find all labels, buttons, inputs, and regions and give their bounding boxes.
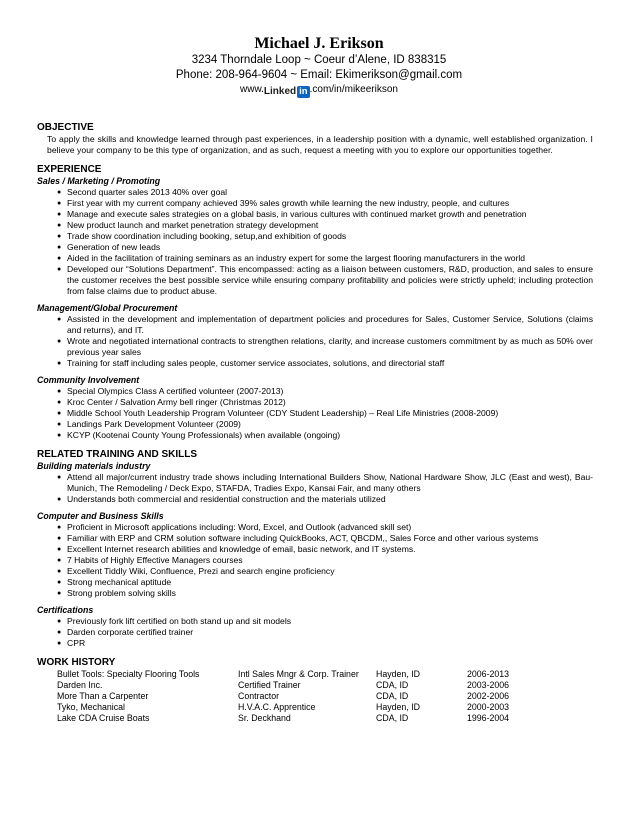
- candidate-name: Michael J. Erikson: [254, 35, 384, 52]
- certifications-heading: Certifications: [37, 605, 94, 615]
- list-item: ● CPR: [57, 638, 593, 649]
- list-item: ● Training for staff including sales people, customer service associates, solutions, and directorial staff: [57, 358, 593, 369]
- building-heading: Building materials industry: [37, 461, 151, 471]
- list-item: ● Strong mechanical aptitude: [57, 577, 593, 588]
- url-prefix: www.: [240, 84, 264, 95]
- building-list: [37, 472, 593, 505]
- years-cell: 2003-2006: [467, 680, 510, 690]
- work-history-table: [57, 669, 527, 724]
- position-cell: Intl Sales Mngr & Corp. Trainer: [238, 669, 359, 679]
- computer-heading: Computer and Business Skills: [37, 511, 164, 521]
- years-cell: 2002-2006: [467, 691, 510, 701]
- list-item: ● Excellent Internet research abilities and knowledge of email, basic network, and IT systems.: [57, 544, 593, 555]
- resume-body: [37, 122, 593, 724]
- location-cell: CDA, ID: [376, 691, 409, 701]
- location-cell: CDA, ID: [376, 713, 409, 723]
- training-title: RELATED TRAINING AND SKILLS: [37, 449, 197, 460]
- list-item: ● Assisted in the development and implementation of department policies and procedures for Sales, Customer Service, Solutions (claims and returns), and IT.: [57, 314, 593, 336]
- position-cell: Certified Trainer: [238, 680, 301, 690]
- list-item: ● Landings Park Development Volunteer (2009): [57, 419, 593, 430]
- list-item: ● Second quarter sales 2013 40% over goal: [57, 187, 593, 198]
- list-item: ● Attend all major/current industry trade shows including International Builders Show, National Hardware Show, JLC (East and west), Bau-Munich, The Remodeling / Deck Expo, STAFDA, Tradies Expo, Kansai Fair, and many others: [57, 472, 593, 494]
- sales-list: [37, 187, 593, 297]
- years-cell: 2000-2003: [467, 702, 510, 712]
- list-item: ● Aided in the facilitation of training seminars as an industry expert for some the largest flooring manufacturers in the world: [57, 253, 593, 264]
- list-item: ● 7 Habits of Highly Effective Managers courses: [57, 555, 593, 566]
- linkedin-url[interactable]: [0, 83, 638, 98]
- list-item: ● Excellent Tiddly Wiki, Confluence, Prezi and search engine proficiency: [57, 566, 593, 577]
- contact-line: Phone: 208-964-9604 ~ Email: Ekimerikson@gmail.com: [175, 69, 463, 81]
- employer-cell: More Than a Carpenter: [57, 691, 149, 701]
- location-cell: Hayden, ID: [376, 669, 421, 679]
- management-list: [37, 314, 593, 369]
- position-cell: H.V.A.C. Apprentice: [238, 702, 316, 712]
- position-cell: Contractor: [238, 691, 280, 701]
- resume-header: [0, 34, 638, 98]
- objective-title: OBJECTIVE: [37, 122, 94, 133]
- list-item: ● Trade show coordination including booking, setup,and exhibition of goods: [57, 231, 593, 242]
- computer-list: [37, 522, 593, 599]
- location-cell: CDA, ID: [376, 680, 409, 690]
- employer-cell: Lake CDA Cruise Boats: [57, 713, 150, 723]
- employer-cell: Bullet Tools: Specialty Flooring Tools: [57, 669, 200, 679]
- linkedin-logo-icon: [264, 86, 310, 98]
- list-item: ● Proficient in Microsoft applications including: Word, Excel, and Outlook (advanced skill set): [57, 522, 593, 533]
- table-row: [57, 702, 527, 713]
- employer-cell: Darden Inc.: [57, 680, 103, 690]
- community-heading: Community Involvement: [37, 375, 140, 385]
- list-item: ● New product launch and market penetration strategy development: [57, 220, 593, 231]
- employer-cell: Tyko, Mechanical: [57, 702, 125, 712]
- list-item: ● Wrote and negotiated international contracts to strengthen relations, clarity, and increase customers commitment by as much as 50% over previous year sales: [57, 336, 593, 358]
- list-item: ● Manage and execute sales strategies on a global basis, in various cultures with continued market growth and penetration: [57, 209, 593, 220]
- list-item: ● Previously fork lift certified on both stand up and sit models: [57, 616, 593, 627]
- sales-heading: Sales / Marketing / Promoting: [37, 176, 161, 186]
- objective-text: To apply the skills and knowledge learned through past experiences, in a leadership position with a dynamic, well established organization. I believe your company to be this type of organization, and as such, request a meeting with you to explore our opportunities together.: [47, 134, 593, 155]
- experience-title: EXPERIENCE: [37, 164, 102, 175]
- list-item: ● Darden corporate certified trainer: [57, 627, 593, 638]
- list-item: ● Developed our “Solutions Department”. This encompassed: acting as a liaison between customers, R&D, production, and sales to ensure the customer receives the best possible service while ensuring company profitability and policies were strictly upheld; including protection from false claims due to product abuse.: [57, 264, 593, 297]
- management-heading: Management/Global Procurement: [37, 303, 178, 313]
- work-history-title: WORK HISTORY: [37, 657, 116, 668]
- years-cell: 1996-2004: [467, 713, 510, 723]
- linkedin-logo-text: Linked: [263, 86, 297, 97]
- community-list: [37, 386, 593, 441]
- years-cell: 2006-2013: [467, 669, 510, 679]
- table-row: [57, 691, 527, 702]
- url-suffix: .com/in/mikeerikson: [309, 84, 398, 95]
- location-cell: Hayden, ID: [376, 702, 421, 712]
- linkedin-logo-in: in: [299, 86, 308, 97]
- list-item: ● Familiar with ERP and CRM solution software including QuickBooks, ACT, QBCDM,, Sales Force and other various systems: [57, 533, 593, 544]
- list-item: ● Kroc Center / Salvation Army bell ringer (Christmas 2012): [57, 397, 593, 408]
- position-cell: Sr. Deckhand: [238, 713, 291, 723]
- address-line: 3234 Thorndale Loop ~ Coeur d’Alene, ID 838315: [191, 54, 447, 66]
- table-row: [57, 713, 527, 724]
- list-item: ● Generation of new leads: [57, 242, 593, 253]
- table-row: [57, 680, 527, 691]
- table-row: [57, 669, 527, 680]
- list-item: ● KCYP (Kootenai County Young Professionals) when available (ongoing): [57, 430, 593, 441]
- list-item: ● Strong problem solving skills: [57, 588, 593, 599]
- list-item: ● Middle School Youth Leadership Program Volunteer (CDY Student Leadership) – Real Life Ministries (2008-2009): [57, 408, 593, 419]
- certifications-list: [37, 616, 593, 649]
- list-item: ● First year with my current company achieved 39% sales growth while learning the new industry, people, and cultures: [57, 198, 593, 209]
- list-item: ● Understands both commercial and residential construction and the materials utilized: [57, 494, 593, 505]
- list-item: ● Special Olympics Class A certified volunteer (2007-2013): [57, 386, 593, 397]
